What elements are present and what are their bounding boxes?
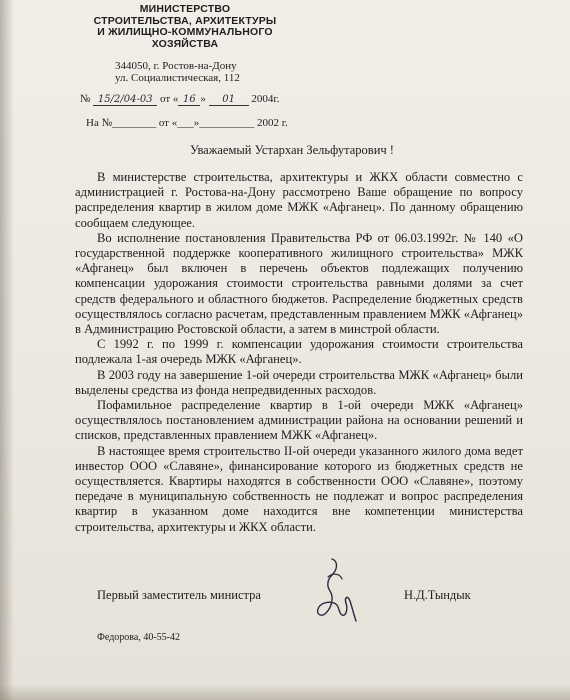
handwritten-signature (302, 555, 362, 627)
body-paragraph: В 2003 году на завершение 1-ой очереди строительства МЖК «Афганец» были выделены средства из фонда непредвиденных расходов. (75, 367, 523, 397)
body-paragraph: В настоящее время строительство II-ой очереди указанного жилого дома ведет инвестор ООО «Славяне», финансирование которого из бюджетных средств не осуществляется. Квартиры находятся в собственности ООО «Славяне», поэтому передаче в муниципальную собственность не подлежат и вопрос распределения квартир в указанном доме находится вне компетенции министерства строительства, архитектуры и ЖКХ области. (75, 443, 523, 534)
outgoing-month: 01 (209, 94, 249, 106)
date-separator: » (200, 93, 206, 105)
year-suffix: г. (273, 93, 280, 105)
ministry-line: ХОЗЯЙСТВА (151, 37, 219, 50)
outgoing-number-value: 15/2/04-03 (93, 94, 157, 106)
executor-contact: Федорова, 40-55-42 (97, 632, 180, 643)
ministry-header (70, 4, 300, 50)
ministry-line: МИНИСТЕРСТВО (139, 3, 231, 15)
ministry-line: СТРОИТЕЛЬСТВА, АРХИТЕКТУРЫ (93, 14, 277, 27)
page-edge-shadow (0, 0, 14, 700)
outgoing-number (80, 93, 279, 106)
reference-number: На №________ от «___»__________ 2002 г. (86, 117, 288, 129)
address-line: 344050, г. Ростов-на-Дону (115, 60, 237, 72)
body-paragraph: В министерстве строительства, архитектуры и ЖКХ области совместно с администрацией г. Ростова-на-Дону рассмотрено Ваше обращение по вопросу распределения квартир в жилом доме МЖК «Афганец». По данному обращению сообщаем следующее. (75, 170, 523, 230)
date-from-label: от « (160, 93, 179, 105)
address-line: ул. Социалистическая, 112 (115, 72, 240, 84)
signatory-title: Первый заместитель министра (97, 588, 261, 602)
number-sign: № (80, 93, 91, 105)
ministry-line: И ЖИЛИЩНО-КОММУНАЛЬНОГО (97, 26, 273, 38)
body-paragraph: Во исполнение постановления Правительства РФ от 06.03.1992г. № 140 «О государственной поддержке кооперативного жилищного строительства» МЖК «Афганец» был включен в перечень объектов подлежащих получению компенсации удорожания стоимости строительства равными долями за счет средств федерального и областного бюджетов. Распределение бюджетных средств осуществлялось согласно расчетам, представленным правлением МЖК «Афганец» в Администрацию Ростовской области, а затем в минстрой области. (75, 230, 523, 337)
body-paragraph: Пофамильное распределение квартир в 1-ой очереди МЖК «Афганец» осуществлялось постановлением администрации района на основании решений и списков, представленных правлением МЖК «Афганец». (75, 398, 523, 443)
outgoing-year: 2004 (251, 93, 274, 105)
body-paragraph: С 1992 г. по 1999 г. компенсации удорожания стоимости строительства подлежала 1-ая очередь МЖК «Афганец». (75, 337, 523, 367)
greeting: Уважаемый Устархан Зельфутарович ! (190, 143, 394, 157)
letter-body (75, 170, 523, 535)
page-bottom-shadow (0, 684, 570, 700)
signatory-name: Н.Д.Тындык (404, 588, 471, 602)
outgoing-day: 16 (178, 94, 200, 106)
